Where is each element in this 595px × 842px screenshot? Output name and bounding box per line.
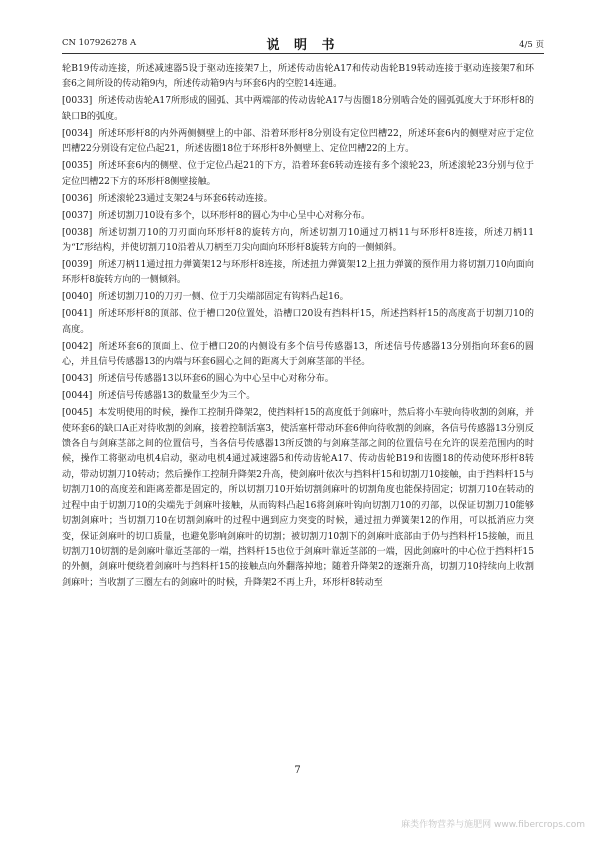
paragraph <box>62 209 534 224</box>
paragraph-number: [0038] <box>62 227 93 238</box>
paragraph-number: [0044] <box>62 391 93 402</box>
header-divider <box>62 53 544 54</box>
paragraph <box>62 258 534 289</box>
description-body <box>62 62 534 593</box>
paragraph-number: [0039] <box>62 260 93 271</box>
paragraph-number: [0034] <box>62 128 93 139</box>
paragraph-text: 所述信号传感器13以环套6的圆心为中心呈中心对称分布。 <box>98 374 334 385</box>
paragraph-text: 所述传动齿轮A17所形成的圆弧、其中两端部的传动齿轮A17与齿圈18分别啮合处的圆弧弧度大于环形杆8的缺口B的弧度。 <box>62 96 534 122</box>
paragraph-text: 本发明使用的时候，操作工控制升降架2，使挡料杆15的高度低于剑麻叶，然后将小车驶向待收割的剑麻，并使环套6的缺口A正对待收割的剑麻，接着控制活塞3，使活塞杆带动环套6伸向待收割的剑麻，各信号传感器13分别反馈各自与剑麻茎部之间的位置信号，当各信号传感器13所反馈的与剑麻茎部之间的位置信号在允许的误差范围内的时候，操作工将驱动电机4启动，驱动电机4通过减速器5和传动齿轮A17、传动齿轮B19和齿圈18的传动使环形杆8转动，带动切割刀10转动；然后操作工控制升降架2升高，使剑麻叶依次与挡料杆15和切割刀10接触，由于挡料杆15与切割刀10的高度差和距离差都是固定的，所以切割刀10开始切割剑麻叶的切割角度也能保持固定；切割刀10在转动的过程中由于切割刀10的尖端先于剑麻叶接触，从而钩料凸起16将剑麻叶钩向切割刀10的刃部，以保证切割刀10能够切割剑麻叶；当切割刀10在切割剑麻叶的过程中遇到应力突变的时候，通过扭力弹簧架12的作用，可以抵消应力突变，保证剑麻叶的切口质量，也避免影响剑麻叶的切割；被切割刀10割下的剑麻叶底部由于仍与挡料杆15接触，而且切割刀10切割的是剑麻叶靠近茎部的一端，挡料杆15也位于剑麻叶靠近茎部的一端，因此剑麻叶的中心位于挡料杆15的外侧，剑麻叶便绕着剑麻叶与挡料杆15的接触点向外翻落掉地；随着升降架2的逐渐升高，切割刀10持续向上收割剑麻叶；当收割了三圈左右的剑麻叶的时候，升降架2不再上升，环形杆8转动至 <box>62 408 534 588</box>
paragraph-number: [0041] <box>62 309 93 320</box>
paragraph-text: 所述环套6的顶面上、位于槽口20的内侧设有多个信号传感器13，所述信号传感器13分别指向环套6的圆心，并且信号传感器13的内端与环套6圆心之间的距离大于剑麻茎部的半径。 <box>62 341 534 368</box>
page-reference: 4/5 页 <box>519 40 544 50</box>
paragraph-number: [0040] <box>62 292 93 303</box>
paragraph-text: 所述切割刀10的刀刃一侧、位于刀尖端部固定有钩料凸起16。 <box>98 292 349 303</box>
paragraph-number: [0045] <box>62 408 93 419</box>
paragraph <box>62 94 534 125</box>
paragraph <box>62 192 534 207</box>
paragraph-text: 所述刀柄11通过扭力弹簧架12与环形杆8连接，所述扭力弹簧架12上扭力弹簧的预作用力将切割刀10向面向环形杆8旋转方向的一侧倾斜。 <box>62 260 534 286</box>
paragraph <box>62 372 534 387</box>
paragraph-text: 所述环形杆8的内外两侧侧壁上的中部、沿着环形杆8分别设有定位凹槽22，所述环套6内的侧壁对应于定位凹槽22分别设有定位凸起21，所述齿圈18位于环形杆8外侧壁上、定位凹槽22的上方。 <box>62 128 534 155</box>
paragraph-text: 所述信号传感器13的数量至少为三个。 <box>98 391 256 402</box>
site-watermark: 麻类作物营养与施肥网 www.fibercrops.com <box>401 820 585 830</box>
document-number: CN 107926278 A <box>62 38 137 48</box>
paragraph <box>62 226 534 257</box>
paragraph <box>62 62 534 93</box>
paragraph <box>62 159 534 190</box>
paragraph <box>62 389 534 404</box>
paragraph <box>62 406 534 591</box>
paragraph-text: 轮B19传动连接，所述减速器5设于驱动连接架7上，所述传动齿轮A17和传动齿轮B19转动连接于驱动连接架7和环套6之间所设的传动箱9内，所述传动箱9内与环套6内的空腔14连通。 <box>62 64 534 90</box>
paragraph <box>62 290 534 305</box>
paragraph-number: [0042] <box>62 341 93 352</box>
document-title: 说 明 书 <box>266 38 340 53</box>
paragraph-number: [0043] <box>62 374 93 385</box>
paragraph <box>62 127 534 158</box>
paragraph-number: [0037] <box>62 210 93 221</box>
paragraph-text: 所述环套6内的侧壁、位于定位凸起21的下方，沿着环套6转动连接有多个滚轮23，所述滚轮23分别与位于定位凹槽22下方的环形杆8侧壁接触。 <box>62 161 534 187</box>
paragraph-text: 所述切割刀10的刀刃面向环形杆8的旋转方向，所述切割刀10通过刀柄11与环形杆8连接，所述刀柄11为“L”形结构，并使切割刀10沿着从刀柄至刀尖向面向环形杆8旋转方向的一侧倾斜。 <box>62 227 534 254</box>
paragraph-number: [0035] <box>62 161 93 172</box>
paragraph-number: [0033] <box>62 96 93 107</box>
paragraph-number: [0036] <box>62 193 93 204</box>
paragraph <box>62 340 534 371</box>
paragraph <box>62 307 534 338</box>
paragraph-text: 所述环形杆8的顶部、位于槽口20位置处，沿槽口20设有挡料杆15，所述挡料杆15的高度高于切割刀10的高度。 <box>62 309 534 335</box>
page-header <box>62 34 544 53</box>
paragraph-text: 所述切割刀10设有多个，以环形杆8的圆心为中心呈中心对称分布。 <box>98 210 371 221</box>
paragraph-text: 所述滚轮23通过支架24与环套6转动连接。 <box>98 193 273 204</box>
page-number: 7 <box>294 765 301 776</box>
